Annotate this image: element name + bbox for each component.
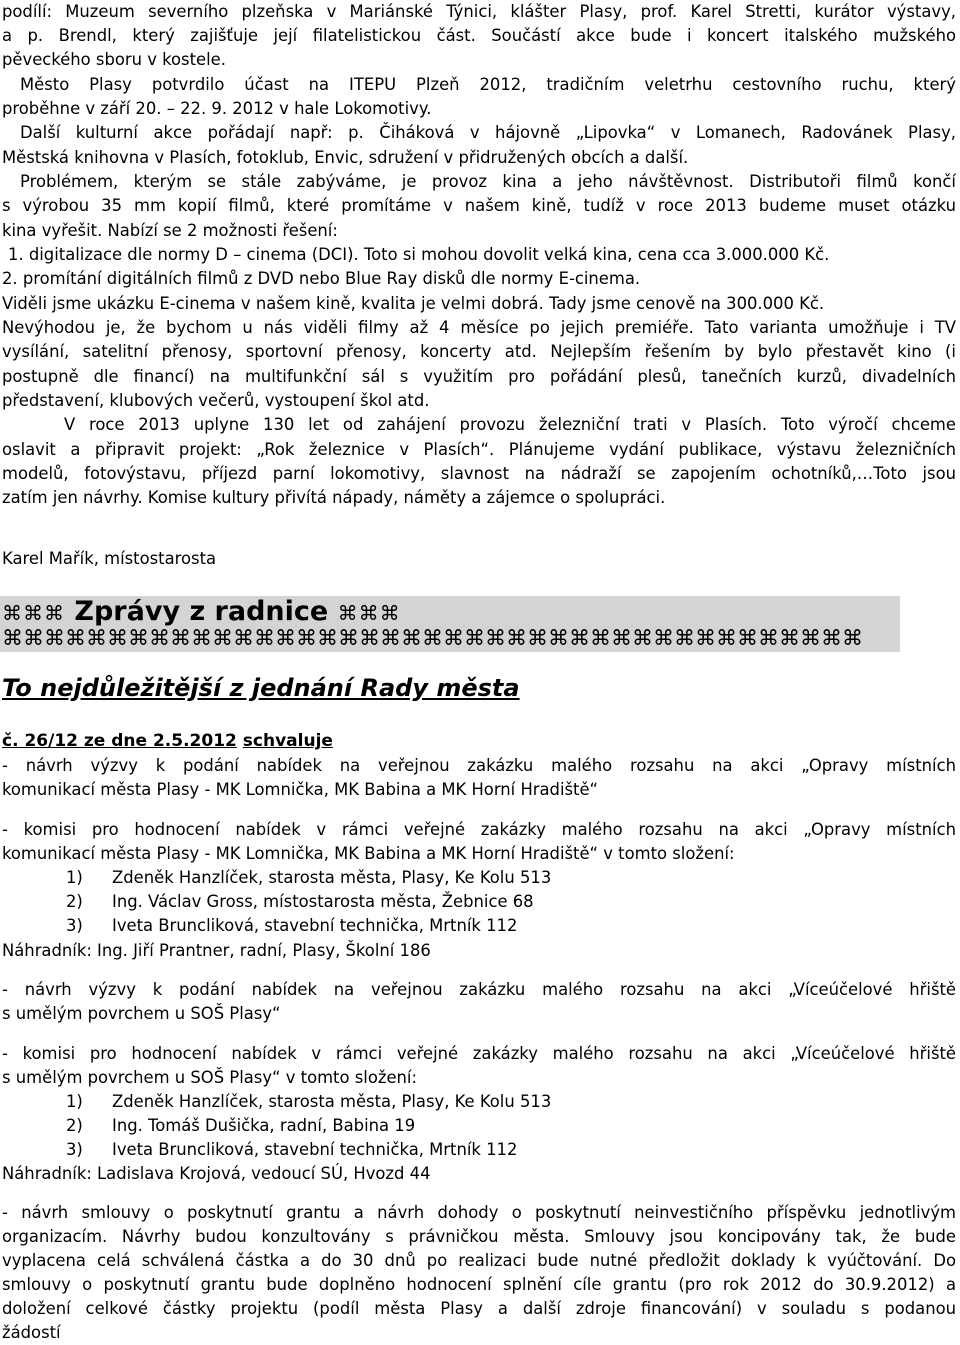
item-line: vyplacena celá schválená částka a do 30 dnů po realizaci bude nutné předložit doklady k vyúčtování. Do xyxy=(2,1251,956,1270)
decision-number: č. 26/12 ze dne 2.5.2012 xyxy=(2,731,237,751)
intro-line: představení, klubových večerů, vystoupení škol atd. xyxy=(2,391,430,410)
section-title-text: Zprávy z radnice xyxy=(74,596,329,627)
item-line: - návrh smlouvy o poskytnutí grantu a návrh dohody o poskytnutí neinvestičního příspěvku jednotlivým xyxy=(2,1203,956,1222)
intro-line: Viděli jsme ukázku E-cinema v našem kině, kvalita je velmi dobrá. Tady jsme cenově na 300.000 Kč. xyxy=(2,294,825,313)
decision-verb: schvaluje xyxy=(242,731,333,751)
intro-line: oslavit a připravit projekt: „Rok železnice v Plasích“. Plánujeme vydání publikace, výstavu železničních xyxy=(2,440,956,459)
substitute-line: Náhradník: Ing. Jiří Prantner, radní, Plasy, Školní 186 xyxy=(2,941,431,960)
intro-line: 2. promítání digitálních filmů z DVD nebo Blue Ray disků dle normy E-cinema. xyxy=(2,269,641,288)
list-number: 2) xyxy=(66,892,83,911)
list-text: Iveta Bruncliková, stavební technička, Mrtník 112 xyxy=(112,1140,518,1159)
item-line: s umělým povrchem u SOŠ Plasy“ xyxy=(2,1004,281,1023)
intro-line: modelů, fotovýstavu, příjezd parní lokomotivy, slavnost na nádraží se zapojením ochotníků,…Toto jsou xyxy=(2,464,956,483)
decision-label xyxy=(2,729,333,753)
page-heading: To nejdůležitější z jednání Rady města xyxy=(2,674,520,702)
list-number: 3) xyxy=(66,916,83,935)
item-line: - komisi pro hodnocení nabídek v rámci veřejné zakázky malého rozsahu na akci „Víceúčelové hřiště xyxy=(2,1044,956,1063)
command-icon: ⌘⌘⌘ xyxy=(2,601,65,625)
list-number: 2) xyxy=(66,1116,83,1135)
intro-line: pěveckého sboru v kostele. xyxy=(2,50,226,69)
ornament-line: ⌘⌘⌘⌘⌘⌘⌘⌘⌘⌘⌘⌘⌘⌘⌘⌘⌘⌘⌘⌘⌘⌘⌘⌘⌘⌘⌘⌘⌘⌘⌘⌘⌘⌘⌘⌘⌘⌘⌘⌘⌘ xyxy=(2,626,863,650)
list-text: Ing. Tomáš Dušička, radní, Babina 19 xyxy=(112,1116,416,1135)
list-text: Iveta Bruncliková, stavební technička, Mrtník 112 xyxy=(112,916,518,935)
intro-line: V roce 2013 uplyne 130 let od zahájení provozu železniční trati v Plasích. Toto výročí chceme xyxy=(64,415,956,434)
signature: Karel Mařík, místostarosta xyxy=(2,549,217,568)
intro-line: 1. digitalizace dle normy D – cinema (DCI). Toto si mohou dovolit velká kina, cena cca 3.000.000 Kč. xyxy=(8,245,830,264)
list-text: Zdeněk Hanzlíček, starosta města, Plasy, Ke Kolu 513 xyxy=(112,868,552,887)
intro-line: Město Plasy potvrdilo účast na ITEPU Plzeň 2012, tradičním veletrhu cestovního ruchu, který xyxy=(20,75,956,94)
intro-line: a p. Brendl, který zajišťuje její filatelistickou část. Součástí akce bude i koncert italského mužského xyxy=(2,26,956,45)
intro-line: Další kulturní akce pořádají např: p. Čiháková v hájovně „Lipovka“ v Lomanech, Radovánek Plasy, xyxy=(20,123,956,142)
item-line: - návrh výzvy k podání nabídek na veřejnou zakázku malého rozsahu na akci „Opravy místních xyxy=(2,756,956,775)
intro-line: Problémem, kterým se stále zabýváme, je provoz kina a jeho návštěvnost. Distributoři filmů končí xyxy=(20,172,956,191)
list-number: 1) xyxy=(66,868,83,887)
item-line: komunikací města Plasy - MK Lomnička, MK Babina a MK Horní Hradiště“ v tomto složení: xyxy=(2,844,735,863)
intro-line: Městská knihovna v Plasích, fotoklub, Envic, sdružení v přidružených obcích a další. xyxy=(2,148,689,167)
item-line: smlouvy o poskytnutí grantu bude doplněno hodnocení splnění cíle grantu (pro rok 2012 do 30.9.2012) a xyxy=(2,1275,956,1294)
item-line: organizacím. Návrhy budou konzultovány s právničkou města. Smlouvy jsou koncipovány tak, že bude xyxy=(2,1227,956,1246)
intro-line: proběhne v září 20. – 22. 9. 2012 v hale Lokomotivy. xyxy=(2,99,432,118)
intro-line: Nevýhodou je, že bychom u nás viděli filmy až 4 měsíce po jejich premiéře. Tato varianta umožňuje i TV xyxy=(2,318,956,337)
item-line: žádostí xyxy=(2,1323,61,1342)
list-text: Ing. Václav Gross, místostarosta města, Žebnice 68 xyxy=(112,892,534,911)
intro-line: kina vyřešit. Nabízí se 2 možnosti řešení: xyxy=(2,221,338,240)
item-line: s umělým povrchem u SOŠ Plasy“ v tomto složení: xyxy=(2,1068,417,1087)
intro-line: podílí: Muzeum severního plzeňska v Mariánské Týnici, klášter Plasy, prof. Karel Stretti, kurátor výstavy, xyxy=(2,2,956,21)
intro-line: s výrobou 35 mm kopií filmů, které promítáme v našem kině, tudíž v roce 2013 budeme muset otázku xyxy=(2,196,956,215)
section-title xyxy=(2,596,401,629)
intro-line: postupně dle financí) na multifunkční sál s využitím pro pořádání plesů, tanečních kurzů, divadelních xyxy=(2,367,956,386)
list-number: 1) xyxy=(66,1092,83,1111)
item-line: - komisi pro hodnocení nabídek v rámci veřejné zakázky malého rozsahu na akci „Opravy místních xyxy=(2,820,956,839)
intro-line: zatím jen návrhy. Komise kultury přivítá nápady, náměty a zájemce o spolupráci. xyxy=(2,488,666,507)
item-line: doložení celkové částky projektu (podíl města Plasy a další zdroje financování) v souladu s podanou xyxy=(2,1299,956,1318)
item-line: komunikací města Plasy - MK Lomnička, MK Babina a MK Horní Hradiště“ xyxy=(2,780,599,799)
substitute-line: Náhradník: Ladislava Krojová, vedoucí SÚ, Hvozd 44 xyxy=(2,1164,431,1183)
command-icon: ⌘⌘⌘ xyxy=(337,601,401,625)
intro-line: vysílání, satelitní přenosy, sportovní přenosy, koncerty atd. Nejlepším řešením by bylo přestavět kino (i xyxy=(2,342,956,361)
item-line: - návrh výzvy k podání nabídek na veřejnou zakázku malého rozsahu na akci „Víceúčelové hřiště xyxy=(2,980,956,999)
list-number: 3) xyxy=(66,1140,83,1159)
list-text: Zdeněk Hanzlíček, starosta města, Plasy, Ke Kolu 513 xyxy=(112,1092,552,1111)
